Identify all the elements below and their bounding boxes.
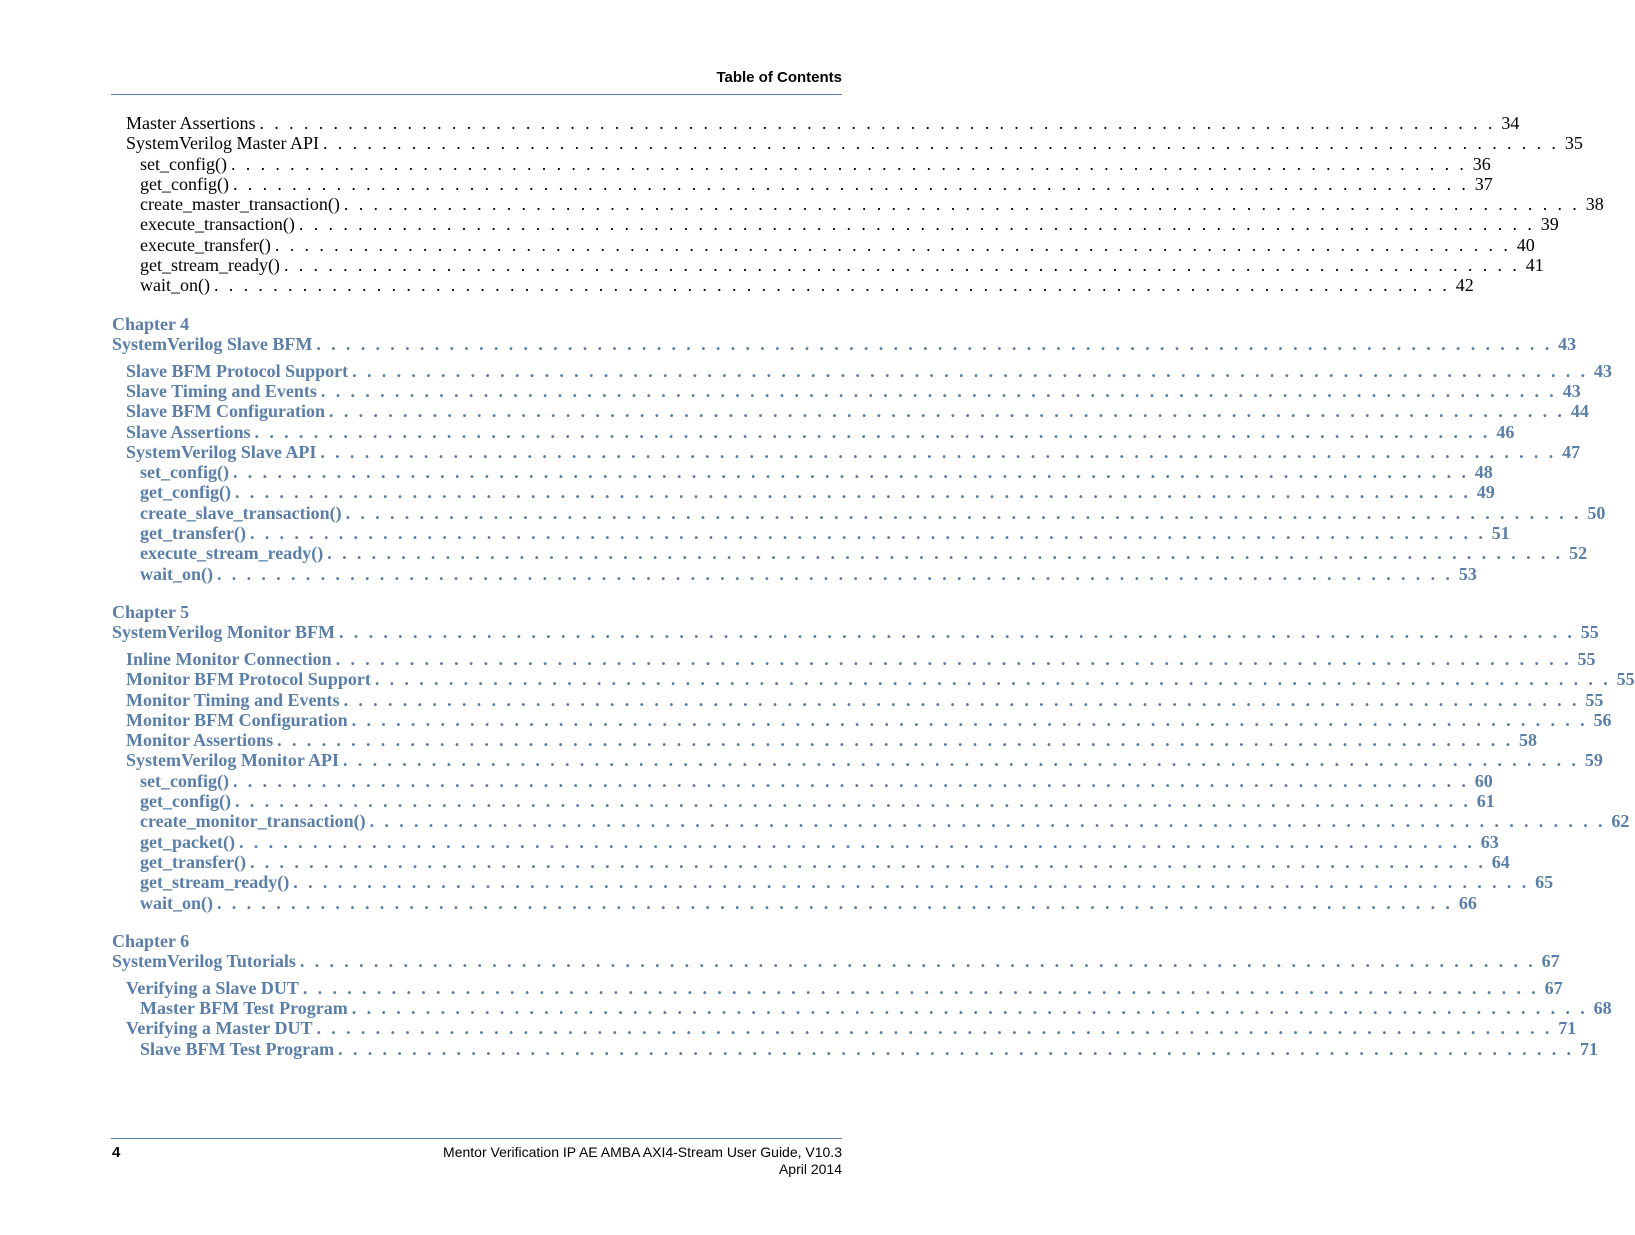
toc-entry[interactable] bbox=[112, 977, 1563, 998]
toc-entry-page-number: 43 bbox=[1593, 360, 1612, 381]
toc-entry-page-number: 43 bbox=[1558, 334, 1577, 355]
toc-entry-title: get_transfer() bbox=[140, 851, 246, 872]
toc-entry-title: Slave Timing and Events bbox=[126, 380, 317, 401]
toc-entry-title: Master BFM Test Program bbox=[140, 998, 348, 1019]
toc-entry[interactable] bbox=[112, 750, 1603, 771]
toc-entry-title: get_stream_ready() bbox=[140, 872, 290, 893]
toc-entry-page-number: 62 bbox=[1611, 811, 1630, 832]
dot-leader: . . . . . . . . . . . . . . . . . . . . . . . . . . . . . . . . . . . . . . . . . . . . . . . . . . . . . . . . . . . . . . . . . . . . . . . . . . . . . . . . . . . . bbox=[343, 194, 1580, 215]
toc-entry[interactable] bbox=[112, 133, 1583, 154]
toc-entry-title: Inline Monitor Connection bbox=[126, 648, 332, 669]
toc-entry-page-number: 42 bbox=[1455, 275, 1474, 296]
toc-entry[interactable] bbox=[112, 194, 1604, 215]
toc-entry-title: Slave Assertions bbox=[126, 421, 251, 442]
toc-entry-page-number: 52 bbox=[1569, 543, 1588, 564]
toc-entry-title: Slave BFM Protocol Support bbox=[126, 360, 349, 381]
toc-entry-page-number: 55 bbox=[1585, 689, 1604, 710]
dot-leader: . . . . . . . . . . . . . . . . . . . . . . . . . . . . . . . . . . . . . . . . . . . . . . . . . . . . . . . . . . . . . . . . . . . . . . . . . . . . . . . . . . . . bbox=[352, 360, 1588, 381]
dot-leader: . . . . . . . . . . . . . . . . . . . . . . . . . . . . . . . . . . . . . . . . . . . . . . . . . . . . . . . . . . . . . . . . . . . . . . . . . . . . . . . . . . . . bbox=[283, 255, 1520, 276]
dot-leader: . . . . . . . . . . . . . . . . . . . . . . . . . . . . . . . . . . . . . . . . . . . . . . . . . . . . . . . . . . . . . . . . . . . . . . . . . . . . . . . . . . . . bbox=[329, 401, 1565, 422]
toc-entry-title: SystemVerilog Master API bbox=[126, 133, 319, 154]
toc-entry-title: Monitor BFM Configuration bbox=[126, 709, 348, 730]
toc-entry-page-number: 66 bbox=[1458, 892, 1477, 913]
toc-entry-page-number: 34 bbox=[1501, 113, 1520, 133]
dot-leader: . . . . . . . . . . . . . . . . . . . . . . . . . . . . . . . . . . . . . . . . . . . . . . . . . . . . . . . . . . . . . . . . . . . . . . . . . . . . . . . . . . . . bbox=[316, 334, 1553, 355]
chapter-label[interactable]: Chapter 6 bbox=[112, 930, 190, 951]
toc-entry-title: execute_transfer() bbox=[140, 234, 271, 255]
dot-leader: . . . . . . . . . . . . . . . . . . . . . . . . . . . . . . . . . . . . . . . . . . . . . . . . . . . . . . . . . . . . . . . . . . . . . . . . . . . . . . . . . . . . bbox=[299, 951, 1536, 972]
dot-leader: . . . . . . . . . . . . . . . . . . . . . . . . . . . . . . . . . . . . . . . . . . . . . . . . . . . . . . . . . . . . . . . . . . . . . . . . . . . . . . . . . . . . bbox=[232, 173, 1469, 194]
dot-leader: . . . . . . . . . . . . . . . . . . . . . . . . . . . . . . . . . . . . . . . . . . . . . . . . . . . . . . . . . . . . . . . . . . . . . . . . . . . . . . . . . . . . bbox=[345, 502, 1582, 523]
dot-leader: . . . . . . . . . . . . . . . . . . . . . . . . . . . . . . . . . . . . . . . . . . . . . . . . . . . . . . . . . . . . . . . . . . . . . . . . . . . . . . . . . . . . bbox=[320, 380, 1557, 401]
toc-entry-page-number: 64 bbox=[1491, 851, 1510, 872]
toc-entry-page-number: 55 bbox=[1616, 669, 1635, 690]
dot-leader: . . . . . . . . . . . . . . . . . . . . . . . . . . . . . . . . . . . . . . . . . . . . . . . . . . . . . . . . . . . . . . . . . . . . . . . . . . . . . . . . . . . . bbox=[217, 563, 1453, 584]
toc-entry-page-number: 48 bbox=[1474, 462, 1493, 483]
toc-entry-title: create_monitor_transaction() bbox=[140, 811, 366, 832]
toc-entry-page-number: 55 bbox=[1577, 648, 1596, 669]
toc-entry[interactable] bbox=[112, 872, 1554, 893]
toc-entry-title: SystemVerilog Monitor BFM bbox=[112, 622, 335, 643]
toc-entry[interactable] bbox=[112, 648, 1596, 669]
continued-section bbox=[112, 113, 1604, 296]
dot-leader: . . . . . . . . . . . . . . . . . . . . . . . . . . . . . . . . . . . . . . . . . . . . . . . . . . . . . . . . . . . . . . . . . . . . . . . . . . . . . . . . . . . . bbox=[230, 153, 1467, 174]
toc-entry-page-number: 67 bbox=[1541, 951, 1560, 972]
toc-entry[interactable] bbox=[112, 214, 1559, 235]
dot-leader: . . . . . . . . . . . . . . . . . . . . . . . . . . . . . . . . . . . . . . . . . . . . . . . . . . . . . . . . . . . . . . . . . . . . . . . . . . . . . . . . . . . . bbox=[217, 892, 1453, 913]
footer-rule bbox=[111, 1138, 842, 1139]
toc-entry-title: wait_on() bbox=[140, 563, 213, 584]
toc-entry-title: Verifying a Master DUT bbox=[126, 1018, 313, 1039]
dot-leader: . . . . . . . . . . . . . . . . . . . . . . . . . . . . . . . . . . . . . . . . . . . . . . . . . . . . . . . . . . . . . . . . . . . . . . . . . . . . . . . . . . . . bbox=[277, 730, 1513, 751]
dot-leader: . . . . . . . . . . . . . . . . . . . . . . . . . . . . . . . . . . . . . . . . . . . . . . . . . . . . . . . . . . . . . . . . . . . . . . . . . . . . . . . . . . . . bbox=[323, 133, 1559, 154]
toc-entry-title: Slave BFM Test Program bbox=[140, 1038, 335, 1059]
toc-entry-title: execute_transaction() bbox=[140, 214, 295, 235]
toc-entry[interactable] bbox=[112, 709, 1612, 730]
toc-entry-page-number: 36 bbox=[1472, 153, 1491, 174]
toc-entry[interactable] bbox=[112, 255, 1544, 276]
dot-leader: . . . . . . . . . . . . . . . . . . . . . . . . . . . . . . . . . . . . . . . . . . . . . . . . . . . . . . . . . . . . . . . . . . . . . . . . . . . . . . . . . . . . bbox=[302, 977, 1539, 998]
dot-leader: . . . . . . . . . . . . . . . . . . . . . . . . . . . . . . . . . . . . . . . . . . . . . . . . . . . . . . . . . . . . . . . . . . . . . . . . . . . . . . . . . . . . bbox=[316, 1018, 1553, 1039]
footer-doc-title: Mentor Verification IP AE AMBA AXI4-Stream User Guide, V10.3 bbox=[443, 1144, 842, 1160]
toc-entry[interactable] bbox=[112, 234, 1535, 255]
toc-entry-title: Verifying a Slave DUT bbox=[126, 977, 299, 998]
toc-entry-page-number: 40 bbox=[1516, 234, 1535, 255]
toc-entry-page-number: 46 bbox=[1496, 421, 1515, 442]
dot-leader: . . . . . . . . . . . . . . . . . . . . . . . . . . . . . . . . . . . . . . . . . . . . . . . . . . . . . . . . . . . . . . . . . . . . . . . . . . . . . . . . . . . . bbox=[343, 689, 1580, 710]
toc-entry-page-number: 60 bbox=[1474, 770, 1493, 791]
chapter-label[interactable]: Chapter 4 bbox=[112, 313, 190, 334]
toc-entry-title: set_config() bbox=[140, 770, 229, 791]
chapter-title-entry[interactable] bbox=[112, 334, 1577, 355]
toc-entry-title: Monitor Timing and Events bbox=[126, 689, 340, 710]
toc-entry-title: wait_on() bbox=[140, 275, 210, 296]
toc-entry-page-number: 59 bbox=[1584, 750, 1603, 771]
dot-leader: . . . . . . . . . . . . . . . . . . . . . . . . . . . . . . . . . . . . . . . . . . . . . . . . . . . . . . . . . . . . . . . . . . . . . . . . . . . . . . . . . . . . bbox=[298, 214, 1535, 235]
chapter-section bbox=[112, 930, 1612, 1059]
toc-entry-title: set_config() bbox=[140, 462, 229, 483]
toc-entry-page-number: 47 bbox=[1562, 441, 1581, 462]
toc-entry[interactable] bbox=[112, 360, 1612, 381]
toc-entry-title: Monitor Assertions bbox=[126, 730, 274, 751]
dot-leader: . . . . . . . . . . . . . . . . . . . . . . . . . . . . . . . . . . . . . . . . . . . . . . . . . . . . . . . . . . . . . . . . . . . . . . . . . . . . . . . . . . . . bbox=[249, 851, 1486, 872]
toc-entry-title: set_config() bbox=[140, 153, 227, 174]
toc-entry-page-number: 56 bbox=[1593, 709, 1612, 730]
toc-entry[interactable] bbox=[112, 791, 1495, 812]
toc-entry-page-number: 71 bbox=[1558, 1018, 1577, 1039]
toc-entry[interactable] bbox=[112, 831, 1499, 852]
dot-leader: . . . . . . . . . . . . . . . . . . . . . . . . . . . . . . . . . . . . . . . . . . . . . . . . . . . . . . . . . . . . . . . . . . . . . . . . . . . . . . . . . . . . bbox=[369, 811, 1606, 832]
toc-entry[interactable] bbox=[112, 421, 1515, 442]
toc-entry[interactable] bbox=[112, 482, 1495, 503]
toc-entry[interactable] bbox=[112, 689, 1604, 710]
dot-leader: . . . . . . . . . . . . . . . . . . . . . . . . . . . . . . . . . . . . . . . . . . . . . . . . . . . . . . . . . . . . . . . . . . . . . . . . . . . . . . . . . . . . bbox=[232, 770, 1469, 791]
toc-entry[interactable] bbox=[112, 153, 1491, 174]
toc-entry[interactable] bbox=[112, 401, 1589, 422]
dot-leader: . . . . . . . . . . . . . . . . . . . . . . . . . . . . . . . . . . . . . . . . . . . . . . . . . . . . . . . . . . . . . . . . . . . . . . . . . . . . . . . . . . . . bbox=[293, 872, 1530, 893]
toc-entry[interactable] bbox=[112, 998, 1612, 1019]
toc-entry-title: Slave BFM Configuration bbox=[126, 401, 326, 422]
toc-entry-title: SystemVerilog Slave BFM bbox=[112, 334, 313, 355]
toc-entry-page-number: 35 bbox=[1564, 133, 1583, 154]
chapter-section bbox=[112, 601, 1635, 913]
dot-leader: . . . . . . . . . . . . . . . . . . . . . . . . . . . . . . . . . . . . . . . . . . . . . . . . . . . . . . . . . . . . . . . . . . . . . . . . . . . . . . . . . . . . bbox=[327, 543, 1564, 564]
toc-entry[interactable] bbox=[112, 851, 1510, 872]
toc-entry-title: SystemVerilog Monitor API bbox=[126, 750, 339, 771]
dot-leader: . . . . . . . . . . . . . . . . . . . . . . . . . . . . . . . . . . . . . . . . . . . . . . . . . . . . . . . . . . . . . . . . . . . . . . . . . . . . . . . . . . . . bbox=[338, 622, 1575, 643]
dot-leader: . . . . . . . . . . . . . . . . . . . . . . . . . . . . . . . . . . . . . . . . . . . . . . . . . . . . . . . . . . . . . . . . . . . . . . . . . . . . . . . . . . . . bbox=[238, 831, 1475, 852]
toc-entry-title: get_config() bbox=[140, 791, 231, 812]
toc-entry-title: Master Assertions bbox=[126, 113, 256, 133]
toc-entry[interactable] bbox=[112, 380, 1581, 401]
dot-leader: . . . . . . . . . . . . . . . . . . . . . . . . . . . . . . . . . . . . . . . . . . . . . . . . . . . . . . . . . . . . . . . . . . . . . . . . . . . . . . . . . . . . bbox=[259, 113, 1496, 133]
dot-leader: . . . . . . . . . . . . . . . . . . . . . . . . . . . . . . . . . . . . . . . . . . . . . . . . . . . . . . . . . . . . . . . . . . . . . . . . . . . . . . . . . . . . bbox=[274, 234, 1511, 255]
toc-entry-page-number: 68 bbox=[1593, 998, 1612, 1019]
chapter-title-entry[interactable] bbox=[112, 622, 1599, 643]
toc-entry-title: SystemVerilog Tutorials bbox=[112, 951, 296, 972]
dot-leader: . . . . . . . . . . . . . . . . . . . . . . . . . . . . . . . . . . . . . . . . . . . . . . . . . . . . . . . . . . . . . . . . . . . . . . . . . . . . . . . . . . . . bbox=[249, 523, 1486, 544]
chapter-section bbox=[112, 313, 1612, 584]
footer-date: April 2014 bbox=[778, 1161, 842, 1177]
toc-entry[interactable] bbox=[112, 441, 1581, 462]
toc-entry-page-number: 37 bbox=[1474, 173, 1493, 194]
toc-entry[interactable] bbox=[112, 811, 1630, 832]
chapter-label[interactable]: Chapter 5 bbox=[112, 601, 190, 622]
toc-entry-title: get_config() bbox=[140, 482, 231, 503]
toc-entry-title: create_slave_transaction() bbox=[140, 502, 342, 523]
toc-entry-page-number: 41 bbox=[1525, 255, 1544, 276]
toc-entry-title: create_master_transaction() bbox=[140, 194, 340, 215]
toc-entry-title: get_config() bbox=[140, 173, 229, 194]
dot-leader: . . . . . . . . . . . . . . . . . . . . . . . . . . . . . . . . . . . . . . . . . . . . . . . . . . . . . . . . . . . . . . . . . . . . . . . . . . . . . . . . . . . . bbox=[254, 421, 1491, 442]
toc-entry-page-number: 49 bbox=[1476, 482, 1495, 503]
toc-entry-page-number: 65 bbox=[1535, 872, 1554, 893]
toc-entry[interactable] bbox=[112, 1038, 1598, 1059]
toc-entry-page-number: 44 bbox=[1570, 401, 1589, 422]
toc-entry-page-number: 67 bbox=[1544, 977, 1563, 998]
toc-entry[interactable] bbox=[112, 892, 1477, 913]
toc-entry[interactable] bbox=[112, 669, 1635, 690]
toc-entry-title: get_stream_ready() bbox=[140, 255, 280, 276]
toc-entry-page-number: 39 bbox=[1540, 214, 1559, 235]
footer-doc-info bbox=[443, 1144, 842, 1178]
chapter-title-entry[interactable] bbox=[112, 951, 1560, 972]
toc-entry[interactable] bbox=[112, 173, 1493, 194]
toc-entry[interactable] bbox=[112, 462, 1493, 483]
toc-entry-title: get_transfer() bbox=[140, 523, 246, 544]
toc-entry[interactable] bbox=[112, 275, 1474, 296]
dot-leader: . . . . . . . . . . . . . . . . . . . . . . . . . . . . . . . . . . . . . . . . . . . . . . . . . . . . . . . . . . . . . . . . . . . . . . . . . . . . . . . . . . . . bbox=[374, 669, 1611, 690]
dot-leader: . . . . . . . . . . . . . . . . . . . . . . . . . . . . . . . . . . . . . . . . . . . . . . . . . . . . . . . . . . . . . . . . . . . . . . . . . . . . . . . . . . . . bbox=[232, 462, 1469, 483]
dot-leader: . . . . . . . . . . . . . . . . . . . . . . . . . . . . . . . . . . . . . . . . . . . . . . . . . . . . . . . . . . . . . . . . . . . . . . . . . . . . . . . . . . . . bbox=[320, 441, 1557, 462]
toc-entry-title: execute_stream_ready() bbox=[140, 543, 324, 564]
toc-entry-title: wait_on() bbox=[140, 892, 213, 913]
toc-entry-page-number: 71 bbox=[1579, 1038, 1598, 1059]
toc-entry[interactable] bbox=[112, 113, 1520, 133]
dot-leader: . . . . . . . . . . . . . . . . . . . . . . . . . . . . . . . . . . . . . . . . . . . . . . . . . . . . . . . . . . . . . . . . . . . . . . . . . . . . . . . . . . . . bbox=[338, 1038, 1574, 1059]
toc-entry-page-number: 43 bbox=[1562, 380, 1581, 401]
toc-entry-title: get_packet() bbox=[140, 831, 235, 852]
toc-entry[interactable] bbox=[112, 563, 1477, 584]
toc-entry-page-number: 63 bbox=[1480, 831, 1499, 852]
dot-leader: . . . . . . . . . . . . . . . . . . . . . . . . . . . . . . . . . . . . . . . . . . . . . . . . . . . . . . . . . . . . . . . . . . . . . . . . . . . . . . . . . . . . bbox=[213, 275, 1450, 296]
toc-entry-page-number: 50 bbox=[1587, 502, 1606, 523]
toc-entry-page-number: 61 bbox=[1476, 791, 1495, 812]
footer-page-number: 4 bbox=[112, 1144, 121, 1161]
table-of-contents bbox=[112, 113, 1635, 1059]
header-rule bbox=[111, 94, 842, 95]
toc-entry-page-number: 53 bbox=[1458, 563, 1477, 584]
toc-entry-page-number: 55 bbox=[1580, 622, 1599, 643]
toc-entry-title: SystemVerilog Slave API bbox=[126, 441, 317, 462]
toc-entry[interactable] bbox=[112, 1018, 1577, 1039]
toc-entry[interactable] bbox=[112, 543, 1588, 564]
running-header-title: Table of Contents bbox=[716, 69, 842, 86]
toc-entry-title: Monitor BFM Protocol Support bbox=[126, 669, 371, 690]
toc-entry[interactable] bbox=[112, 730, 1537, 751]
dot-leader: . . . . . . . . . . . . . . . . . . . . . . . . . . . . . . . . . . . . . . . . . . . . . . . . . . . . . . . . . . . . . . . . . . . . . . . . . . . . . . . . . . . . bbox=[351, 998, 1588, 1019]
dot-leader: . . . . . . . . . . . . . . . . . . . . . . . . . . . . . . . . . . . . . . . . . . . . . . . . . . . . . . . . . . . . . . . . . . . . . . . . . . . . . . . . . . . . bbox=[335, 648, 1572, 669]
dot-leader: . . . . . . . . . . . . . . . . . . . . . . . . . . . . . . . . . . . . . . . . . . . . . . . . . . . . . . . . . . . . . . . . . . . . . . . . . . . . . . . . . . . . bbox=[343, 750, 1579, 771]
dot-leader: . . . . . . . . . . . . . . . . . . . . . . . . . . . . . . . . . . . . . . . . . . . . . . . . . . . . . . . . . . . . . . . . . . . . . . . . . . . . . . . . . . . . bbox=[234, 791, 1471, 812]
toc-entry[interactable] bbox=[112, 502, 1606, 523]
dot-leader: . . . . . . . . . . . . . . . . . . . . . . . . . . . . . . . . . . . . . . . . . . . . . . . . . . . . . . . . . . . . . . . . . . . . . . . . . . . . . . . . . . . . bbox=[351, 709, 1588, 730]
toc-entry-page-number: 51 bbox=[1491, 523, 1510, 544]
toc-entry[interactable] bbox=[112, 523, 1510, 544]
dot-leader: . . . . . . . . . . . . . . . . . . . . . . . . . . . . . . . . . . . . . . . . . . . . . . . . . . . . . . . . . . . . . . . . . . . . . . . . . . . . . . . . . . . . bbox=[234, 482, 1471, 503]
toc-entry[interactable] bbox=[112, 770, 1493, 791]
toc-entry-page-number: 38 bbox=[1585, 194, 1604, 215]
toc-entry-page-number: 58 bbox=[1518, 730, 1537, 751]
